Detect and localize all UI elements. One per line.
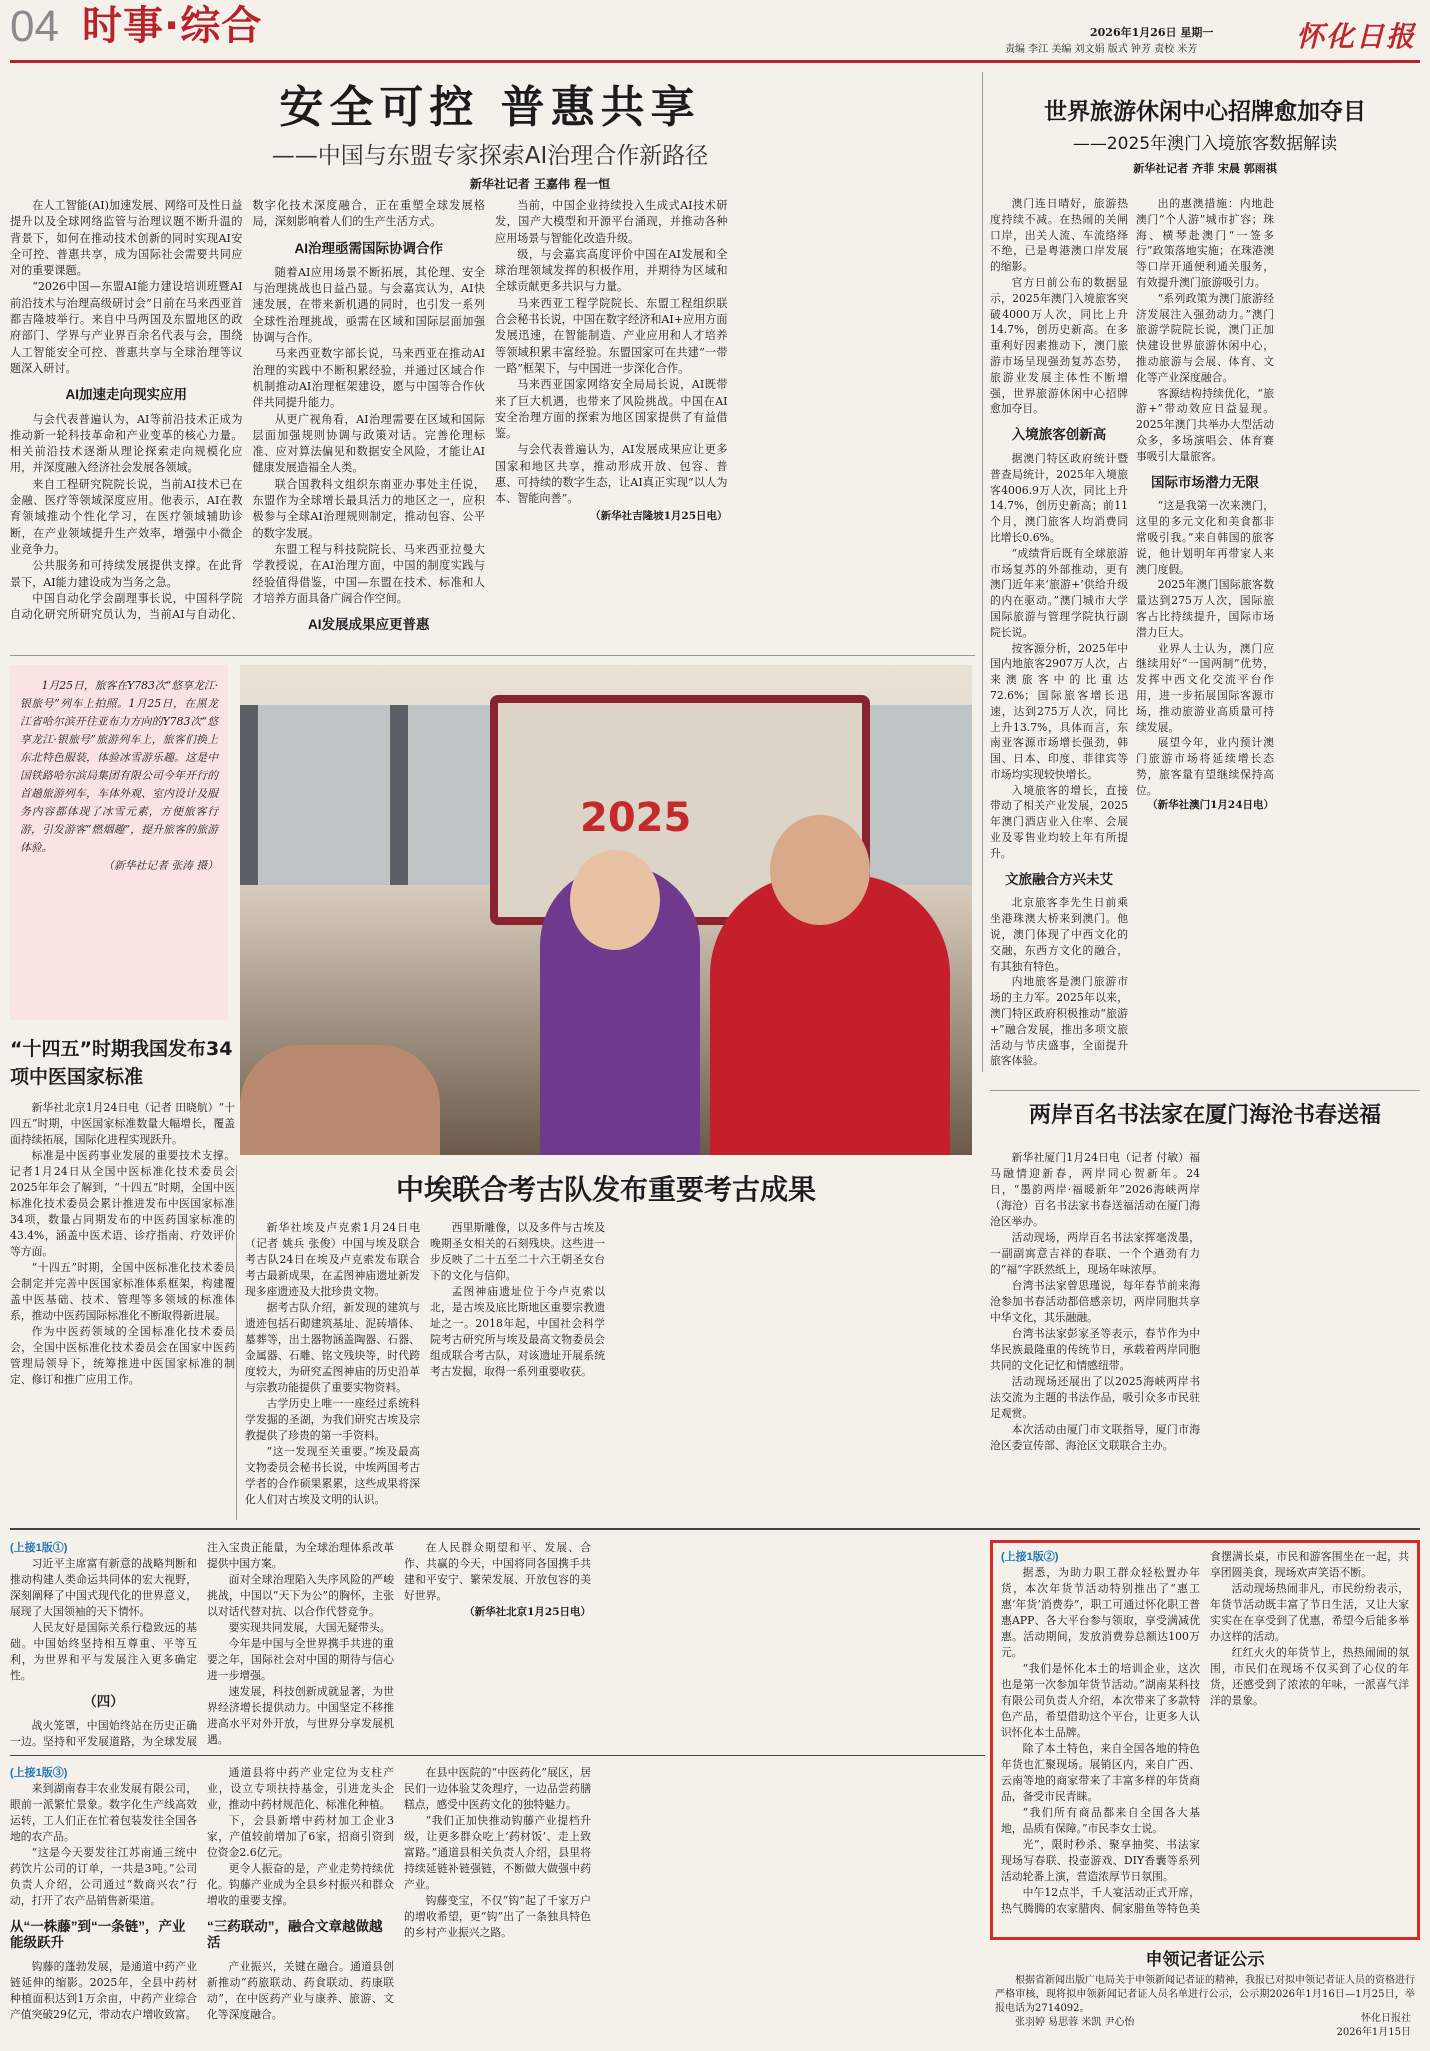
photo-face-right [770,815,870,925]
lead-paragraph: 从更广视角看，AI治理需要在区域和国际层面加强规则协调与政策对话。完善伦理标准、应对算法偏见和数据安全风险，才能让AI健康发展造福全人类。 [252,412,485,475]
calligraphy-paragraph: 台湾书法家曾思瑾说，每年春节前来海沧参加书春活动都倍感亲切，两岸同胞共享中华文化，其乐融融。 [990,1279,1200,1324]
lead-paragraph: 级，与会嘉宾高度评价中国在AI发展和全球治理领域发挥的积极作用，并期待为区域和全球贡献更多共识与力量。 [495,247,728,294]
macao-paragraph: “系列政策为澳门旅游经济发展注入强劲动力。”澳门旅游学院院长说，澳门正加快建设世界旅游休闲中心，推动旅游与会展、体育、文化等产业深度融合。 [1136,291,1274,384]
cont1-paragraph: 在人民群众期望和平、发展、合作、共赢的今天，中国将同各国携手共建和平安宁、繁荣发展、开放包容的美好世界。 [404,1541,591,1602]
photo-face-left [570,850,660,950]
boxed-paragraph: 据悉，为助力职工群众轻松置办年货，本次年货节活动特别推出了“惠工惠‘年货’消费券”，职工可通过怀化职工普惠APP、各大平台参与领取，享受满减优惠。活动期间，发放消费券总额达100万元。 [1001,1566,1200,1659]
section-rule [990,1090,1420,1091]
cont2-paragraph: 在县中医院的“中医药化”展区，居民们一边体验艾灸理疗，一边品尝药膳糕点，感受中医药文化的独特魅力。 [404,1766,591,1811]
calligraphy-paragraph: 本次活动由厦门市文联指导，厦门市海沧区委宣传部、海沧区文联联合主办。 [990,1423,1200,1452]
boxed-paragraph: “我们是怀化本土的培训企业，这次也是第一次参加年货节活动。”湖南某科技有限公司负责人介绍，本次带来了多款特色产品，希望借助这个平台，让更多人认识怀化本土品牌。 [1001,1662,1200,1739]
lead-paragraph: 公共服务和可持续发展提供支撑。在此背景下，AI能力建设成为当务之急。 [10,559,243,589]
page-number: 04 [10,2,59,51]
continued-tag: (上接1版②) [1001,1551,1059,1563]
cont1-heading: （四） [83,1694,124,1709]
calligraphy-title: 两岸百名书法家在厦门海沧书春送福 [1028,1103,1381,1128]
column-rule [982,72,983,1072]
cont2-paragraph: 钩藤变宝，不仅“钩”起了千家万户的增收希望，更“钩”出了一条独具特色的乡村产业振兴之路。 [404,1894,591,1939]
lead-paragraph: 来自工程研究院院长说，当前AI技术已在金融、医疗等领域深度应用。他表示，AI在教育领域推动个性化学习，在医疗领域辅助诊断，在产业领域提升生产效率，增强中小微企业竞争力。 [10,477,243,556]
lead-paragraph: 随着AI应用场景不断拓展，其伦理、安全与治理挑战也日益凸显。与会嘉宾认为，AI快速发展，在带来新机遇的同时，也引发一系列全球性治理挑战，亟需在区域和国际层面加强协调与合作。 [252,265,485,345]
cont2-subheading: “三药联动”，融合文章越做越活 [207,1919,383,1950]
boxed-paragraph: 除了本土特色，来自全国各地的特色年货也汇聚现场。展销区内，来自广西、云南等地的商家带来了丰富多样的年货商品，备受市民青睐。 [1001,1742,1200,1803]
header-rule [10,60,1420,63]
lead-paragraph: 东盟工程与科技院院长、马来西亚拉曼大学教授说，在AI治理方面，中国的制度实践与经验值得借鉴，中国—东盟在技术、标准和人才培养方面具备广阔合作空间。 [252,542,485,605]
calligraphy-paragraph: 活动现场还展出了以2025海峡两岸书法交流为主题的书法作品，吸引众多市民驻足观赏。 [990,1375,1200,1420]
cont2-paragraph: 来到湖南春丰农业发展有限公司，眼前一派繁忙景象。数字化生产线高效运转，工人们正在忙着包装发往全国各地的农产品。 [10,1782,197,1843]
train-photo [240,665,972,1155]
boxed-paragraph: 中午12点半，千人宴活动正式开席，热气腾腾的农家腊肉、侗家腊鱼等特色美食摆满长桌，市民和游客围坐在一起，共享团圆美食，现场欢声笑语不断。 [1001,1550,1409,1915]
boxed-continuation [990,1540,1420,1940]
macao-byline: 新华社记者 齐菲 宋晨 郭雨祺 [1133,162,1277,175]
cont2-paragraph: 通道县将中药产业定位为支柱产业，设立专项扶持基金，引进龙头企业，推动中药材规范化、标准化种植。 [207,1766,394,1811]
standards-title: “十四五”时期我国发布34项中医国家标准 [10,1038,233,1088]
lead-body [10,198,970,648]
photo-banner-text: 2025 [580,795,692,841]
calligraphy-paragraph: 活动现场，两岸百名书法家挥毫泼墨，一副副寓意吉祥的春联、一个个遒劲有力的“福”字跃然纸上，现场年味浓厚。 [990,1231,1200,1276]
archaeo-paragraph: 古学历史上唯一一座经过系统科学发掘的圣湖，为我们研究古埃及宗教提供了珍贵的第一手资料。 [245,1397,420,1442]
macao-paragraph: 入境旅客的增长，直接带动了相关产业发展，2025年澳门酒店业入住率、会展业及零售业均较上年有所提升。 [990,783,1128,860]
macao-source: （新华社澳门1月24日电） [1147,799,1274,812]
boxed-body [1001,1549,1409,1931]
masthead-logo: 怀化日报 [1296,20,1417,53]
cont2-paragraph: 钩藤的蓬勃发展，是通道中药产业链延伸的缩影。2025年，全县中药材种植面积达到1万余亩，中药产业综合产值突破29亿元，带动农户增收致富。 [10,1960,197,2021]
calligraphy-paragraph: 新华社厦门1月24日电（记者 付敏）福马融情迎新春，两岸同心贺新年。24日，“墨韵两岸·福暖新年”2026海峡两岸（海沧）百名书法家书春送福活动在厦门海沧区举办。 [990,1151,1200,1228]
cont1-source: （新华社北京1月25日电） [464,1606,591,1618]
lead-paragraph: 中国自动化学会副理事长说，中国科学院自动化研究所研究员认为，当前AI与自动化、数字化技术深度融合，正在重塑全球发展格局，深刻影响着人们的生产生活方式。 [10,199,485,622]
section-rule [10,655,975,656]
lead-paragraph: 马来西亚工程学院院长、东盟工程组织联合会秘书长说，中国在数字经济和AI+应用方面发展迅速，在智能制造、产业应用和人才培养等领域积累丰富经验。东盟国家可在共建“一带一路”框架下，与中国进一步深化合作。 [495,296,728,375]
boxed-paragraph: 红红火火的年货节上，热热闹闹的氛围，市民们在现场不仅买到了心仪的年货，还感受到了浓浓的年味，一派喜气洋洋的景象。 [1210,1646,1409,1707]
lead-paragraph: 马来西亚国家网络安全局局长说，AI既带来了巨大机遇，也带来了风险挑战。中国在AI安全治理方面的探索为地区国家提供了有益借鉴。 [495,378,728,441]
notice-title: 申领记者证公示 [1145,1950,1265,1970]
lead-title: 安全可控 普惠共享 [279,82,701,133]
macao-paragraph: 2025年澳门国际旅客数量达到275万人次，国际旅客占比持续提升，国际市场潜力巨大。 [1136,578,1274,639]
boxed-paragraph: 光”，限时秒杀、聚享抽奖、书法家现场写春联、投壶游戏、DIY香囊等系列活动轮番上演，营造浓厚节日氛围。 [1001,1838,1200,1883]
macao-paragraph: “成绩背后既有全球旅游市场复苏的外部推动，更有澳门近年来‘旅游+’供给升级的内在驱动。”澳门城市大学国际旅游与管理学院执行副院长说。 [990,546,1128,639]
section-title: 时事·综合 [82,3,263,49]
standards-paragraph: “十四五”时期，全国中医标准化技术委员会制定并完善中医国家标准体系框架，构建覆盖中医基础、技术、管理等多领域的标准体系，推动中医药国际标准化不断取得新进展。 [10,1261,235,1322]
macao-title: 世界旅游休闲中心招牌愈加夺目 [1044,99,1366,125]
standards-paragraph: 作为中医药领域的全国标准化技术委员会，全国中医标准化技术委员会在国家中医药管理局领导下，统筹推进中医国家标准的制定、修订和推广应用工作。 [10,1325,235,1386]
macao-paragraph: 出的惠澳措施：内地赴澳门“个人游”城市扩容；珠海、横琴赴澳门“一签多行”政策落地实施；在珠港澳等口岸开通便利通关服务，有效提升澳门旅游吸引力。 [1136,197,1274,289]
macao-subheading: 文旅融合方兴未艾 [1005,871,1113,887]
archaeo-title: 中埃联合考古队发布重要考古成果 [395,1173,816,1206]
macao-paragraph: 澳门连日晴好，旅游热度持续不减。在热闹的关闸口岸，出关人流、车流络绎不绝，已是粤港澳口岸发展的缩影。 [990,197,1128,274]
continued-tag: (上接1版①) [10,1542,68,1554]
header-date: 2026年1月26日 星期一 [1090,26,1214,39]
macao-body [990,196,1420,1086]
cont1-paragraph: 习近平主席富有新意的战略判断和推动构建人类命运共同体的宏大视野，深刻阐释了中国式现代化的世界意义，展现了大国领袖的天下情怀。 [10,1557,197,1618]
notice-org: 怀化日报社 [1361,2013,1411,2024]
standards-paragraph: 标准是中医药事业发展的重要技术支撑。记者1月24日从全国中医标准化技术委员会2025年年会了解到，“十四五”时期，全国中医标准化技术委员会累计推进发布中医国家标准34项，数量占同期发布的中医药国家标准的43.4%，涵盖中医术语、诊疗指南、疗效评价等方面。 [10,1149,235,1258]
archaeo-body [245,1220,975,1520]
lead-subheading: AI治理亟需国际协调合作 [294,240,443,256]
macao-paragraph: 业界人士认为，澳门应继续用好“一国两制”优势，发挥中西文化交流平台作用，进一步拓展国际客源市场，推动旅游业高质量可持续发展。 [1136,641,1274,734]
lead-paragraph: 马来西亚数字部长说，马来西亚在推动AI治理的实践中不断积累经验，并通过区域合作机制推动AI治理框架建设，愿与中国等合作伙伴共同提升能力。 [252,347,485,410]
lead-subtitle: ——中国与东盟专家探索AI治理合作新路径 [271,143,709,169]
macao-paragraph: “这是我第一次来澳门，这里的多元文化和美食都非常吸引我。”来自韩国的旅客说，他计划明年再带家人来澳门度假。 [1136,499,1274,576]
lead-subheading: AI加速走向现实应用 [65,387,187,403]
lead-paragraph: 当前，中国企业持续投入生成式AI技术研发，国产大模型和开源平台涌现，并推动各种应用场景与智能化改造升级。 [495,199,728,245]
section-rule [10,1755,985,1756]
archaeo-paragraph: 新华社埃及卢克索1月24日电（记者 姚兵 张俊）中国与埃及联合考古队24日在埃及卢克索发布联合考古最新成果，在孟图神庙遗址新发现多座遗迹及大批珍贵文物。 [245,1221,420,1298]
archaeo-paragraph: 据考古队介绍，新发现的建筑与遗迹包括石砌建筑基址、泥砖墙体、墓葬等，出土器物涵盖陶器、石器、金属器、石雕、铭文残块等，时代跨度较大，为研究孟图神庙的历史沿革与宗教功能提供了重要实物资料。 [245,1301,420,1394]
macao-paragraph: 按客源分析，2025年中国内地旅客2907万人次，占来澳旅客中的比重达72.6%；国际旅客增长迅速，达到275万人次，同比上升13.7%，具体而言，东南亚客源市场增长强劲，韩国、日本、印度、菲律宾等市场均实现较快增长。 [990,641,1128,781]
archaeo-paragraph: “这一发现至关重要。”埃及最高文物委员会秘书长说，中埃两国考古学者的合作硕果累累，这些成果将深化人们对古埃及文明的认识。 [245,1445,420,1506]
cont1-paragraph: 要实现共同发展，大国无疑带头。 [228,1621,391,1634]
cont2-paragraph: 更令人振奋的是，产业走势持续优化。钩藤产业成为全县乡村振兴和群众增收的重要支撑。 [207,1862,394,1907]
lead-byline: 新华社记者 王嘉伟 程一恒 [469,177,611,191]
cont1-paragraph: 速发展，科技创新成就显著，为世界经济增长提供动力。中国坚定不移推进高水平对外开放，与世界分享发展机遇。 [207,1685,394,1746]
lead-subheading: AI发展成果应更普惠 [308,617,430,633]
boxed-paragraph: “我们所有商品都来自全国各大基地，品质有保障。”市民李女士说。 [1001,1806,1200,1835]
cont2-paragraph: 下，会县新增中药材加工企业3家，产值较前增加了6家，招商引资到位资金2.6亿元。 [207,1814,394,1859]
archaeo-paragraph: 孟图神庙遗址位于今卢克索以北，是古埃及底比斯地区重要宗教遗址之一。2018年起，中国社会科学院考古研究所与埃及最高文物委员会组成联合考古队，对该遗址开展系统考古发掘，取得一系列重要收获。 [430,1285,605,1378]
cont1-paragraph: 今年是中国与全世界携手共进的重要之年，国际社会对中国的期待与信心进一步增强。 [207,1637,394,1682]
lead-paragraph: 在人工智能(AI)加速发展、网络可及性日益提升以及全球网络监管与治理议题不断升温的背景下，如何在推动技术创新的同时实现AI安全可控、普惠共享，成为国际社会需要共同应对的重要课题。 [10,199,243,278]
cont1-paragraph: 战火笼罩，中国始终站在历史正确一边。坚持和平发展道路，为全球发展注入宝贵正能量，为全球治理体系改革提供中国方案。 [10,1541,394,1748]
calligraphy-paragraph: 台湾书法家彭家圣等表示，春节作为中华民族最隆重的传统节日，承载着两岸同胞共同的文化记忆和情感纽带。 [990,1327,1200,1372]
photo-hand-phone [240,1045,440,1155]
cont1-paragraph: 人民友好是国际关系行稳致远的基础。中国始终坚持相互尊重、平等互利，为世界和平与发展注入更多确定性。 [10,1621,197,1682]
notice-date: 2026年1月15日 [1336,2027,1411,2038]
macao-paragraph: 内地旅客是澳门旅游市场的主力军。2025年以来，澳门特区政府积极推动“旅游+”融合发展，推出多项文旅活动与节庆盛事，全面提升旅客体验。 [990,975,1128,1068]
cont2-subheading: 从“一株藤”到“一条链”，产业能级跃升 [10,1919,186,1950]
lead-paragraph: “2026中国—东盟AI能力建设培训班暨AI前沿技术与治理高级研讨会”日前在马来西亚首都吉隆坡举行。来自中马两国及东盟地区的政府部门、学界与产业界百余名代表与会，围绕人工智能安全可控、普惠共享与全球治理等议题深入研讨。 [10,280,243,375]
archaeo-paragraph: 西里斯雕像，以及多件与古埃及晚期圣女相关的石刻残块。这些进一步反映了二十五至二十六王朝圣女台下的文化与信仰。 [430,1221,605,1282]
standards-paragraph: 新华社北京1月24日电（记者 田晓航）“十四五”时期，中医国家标准数量大幅增长，覆盖面持续拓展，国际化进程实现跃升。 [10,1101,235,1146]
macao-subheading: 国际市场潜力无限 [1151,474,1259,490]
lead-paragraph: 联合国教科文组织东南亚办事处主任说，东盟作为全球增长最具活力的地区之一，应积极参与全球AI治理规则制定，推动包容、公平的数字发展。 [252,477,485,540]
macao-subtitle: ——2025年澳门入境旅客数据解读 [1072,134,1338,154]
section-rule [10,1528,1420,1530]
notice-names: 张羽婷 易思蓉 米凯 尹心怡 [1015,2017,1135,2028]
notice-paragraph: 根据省新闻出版广电局关于申领新闻记者证的精神，我报已对拟申领记者证人员的资格进行严格审核，现将拟申领新闻记者证人员名单进行公示，公示期2026年1月16日—1月25日，举报电话为2714092。 [995,1975,1415,2014]
macao-paragraph: 北京旅客李先生日前乘坐港珠澳大桥来到澳门。他说，澳门体现了中西文化的交融，东西方文化的融合，有其独有特色。 [990,896,1128,973]
cont1-body [10,1540,985,1750]
macao-paragraph: 展望今年，业内预计澳门旅游市场将延续增长态势，旅客量有望继续保持高位。 [1136,736,1274,797]
lead-paragraph: 与会代表普遍认为，AI等前沿技术正成为推动新一轮科技革命和产业变革的核心力量。相关前沿技术逐渐从理论探索走向规模化应用，并深度融入经济社会发展各领域。 [10,412,243,475]
cont2-paragraph: 产业振兴，关键在融合。通道县创新推动“药旅联动、药食联动、药康联动”，在中医药产业与康养、旅游、文化等深度融合。 [207,1960,394,2021]
cont1-paragraph: 面对全球治理陷入失序风险的严峻挑战，中国以“天下为公”的胸怀，主张以对话代替对抗、以合作代替竞争。 [207,1573,394,1618]
boxed-paragraph: 活动现场热闹非凡，市民纷纷表示，年货节活动既丰富了节日生活，又让大家实实在在享受到了优惠，希望今后能多举办这样的活动。 [1210,1582,1409,1643]
header-editors: 责编 李江 美编 刘文娟 版式 钟芳 责校 米芳 [1005,44,1198,55]
lead-paragraph: 与会代表普遍认为，AI发展成果应让更多国家和地区共享，推动形成开放、包容、普惠、可持续的数字生态，让AI真正实现“以人为本、智能向善”。 [495,443,728,506]
macao-paragraph: 客源结构持续优化，“旅游+”带动效应日益显现。2025年澳门共举办大型活动众多，多场演唱会、体育赛事吸引大量旅客。 [1136,386,1274,463]
cont2-body [10,1765,985,2045]
notice-body [995,1974,1415,2049]
photo-caption-box [10,665,228,1020]
lead-source: （新华社吉隆坡1月25日电） [590,509,728,522]
macao-paragraph: 官方日前公布的数据显示，2025年澳门入境旅客突破4000万人次，同比上升14.7%，创历史新高。在多重利好因素推动下，澳门旅游市场呈现强劲复苏态势，旅游业发展主体性不断增强，世界旅游休闲中心招牌愈加夺目。 [990,275,1128,416]
page-header [0,0,1430,62]
column-rule [236,1165,237,1520]
cont2-paragraph: “这是今天要发往江苏南通三统中药饮片公司的订单，一共是3吨。”公司负责人介绍，公司通过“数商兴农”行动，打开了农产品销售新渠道。 [10,1846,197,1907]
calligraphy-body [990,1150,1420,1520]
continued-tag: (上接1版③) [10,1767,68,1779]
macao-paragraph: 据澳门特区政府统计暨普查局统计，2025年入境旅客4006.9万人次，同比上升14.7%，创历史新高；前11个月，澳门旅客人均消费同比增长0.6%。 [990,451,1128,544]
photo-caption: 1月25日，旅客在Y783次“悠享龙江·银旅号”列车上拍照。1月25日，在黑龙江省哈尔滨开往亚布力方向的Y783次“悠享龙江·银旅号”旅游列车上，旅客们换上东北特色服装，体验冰雪游乐趣。这是中国铁路哈尔滨局集团有限公司今年开行的首趟旅游列车，车体外观、室内设计及服务内容都体现了冰雪元素，方便旅客行游，引发游客“燃烟趣”，提升旅客的旅游体验。 [20,679,218,854]
cont2-paragraph: “我们正加快推动钩藤产业提档升级，让更多群众吃上‘药材饭’、走上致富路。”通道县相关负责人介绍，县里将持续延链补链强链，不断做大做强中药产业。 [404,1814,591,1891]
macao-subheading: 入境旅客创新高 [1011,427,1107,443]
standards-body [10,1100,235,1520]
photo-caption-credit: （新华社记者 张涛 摄） [103,859,218,872]
